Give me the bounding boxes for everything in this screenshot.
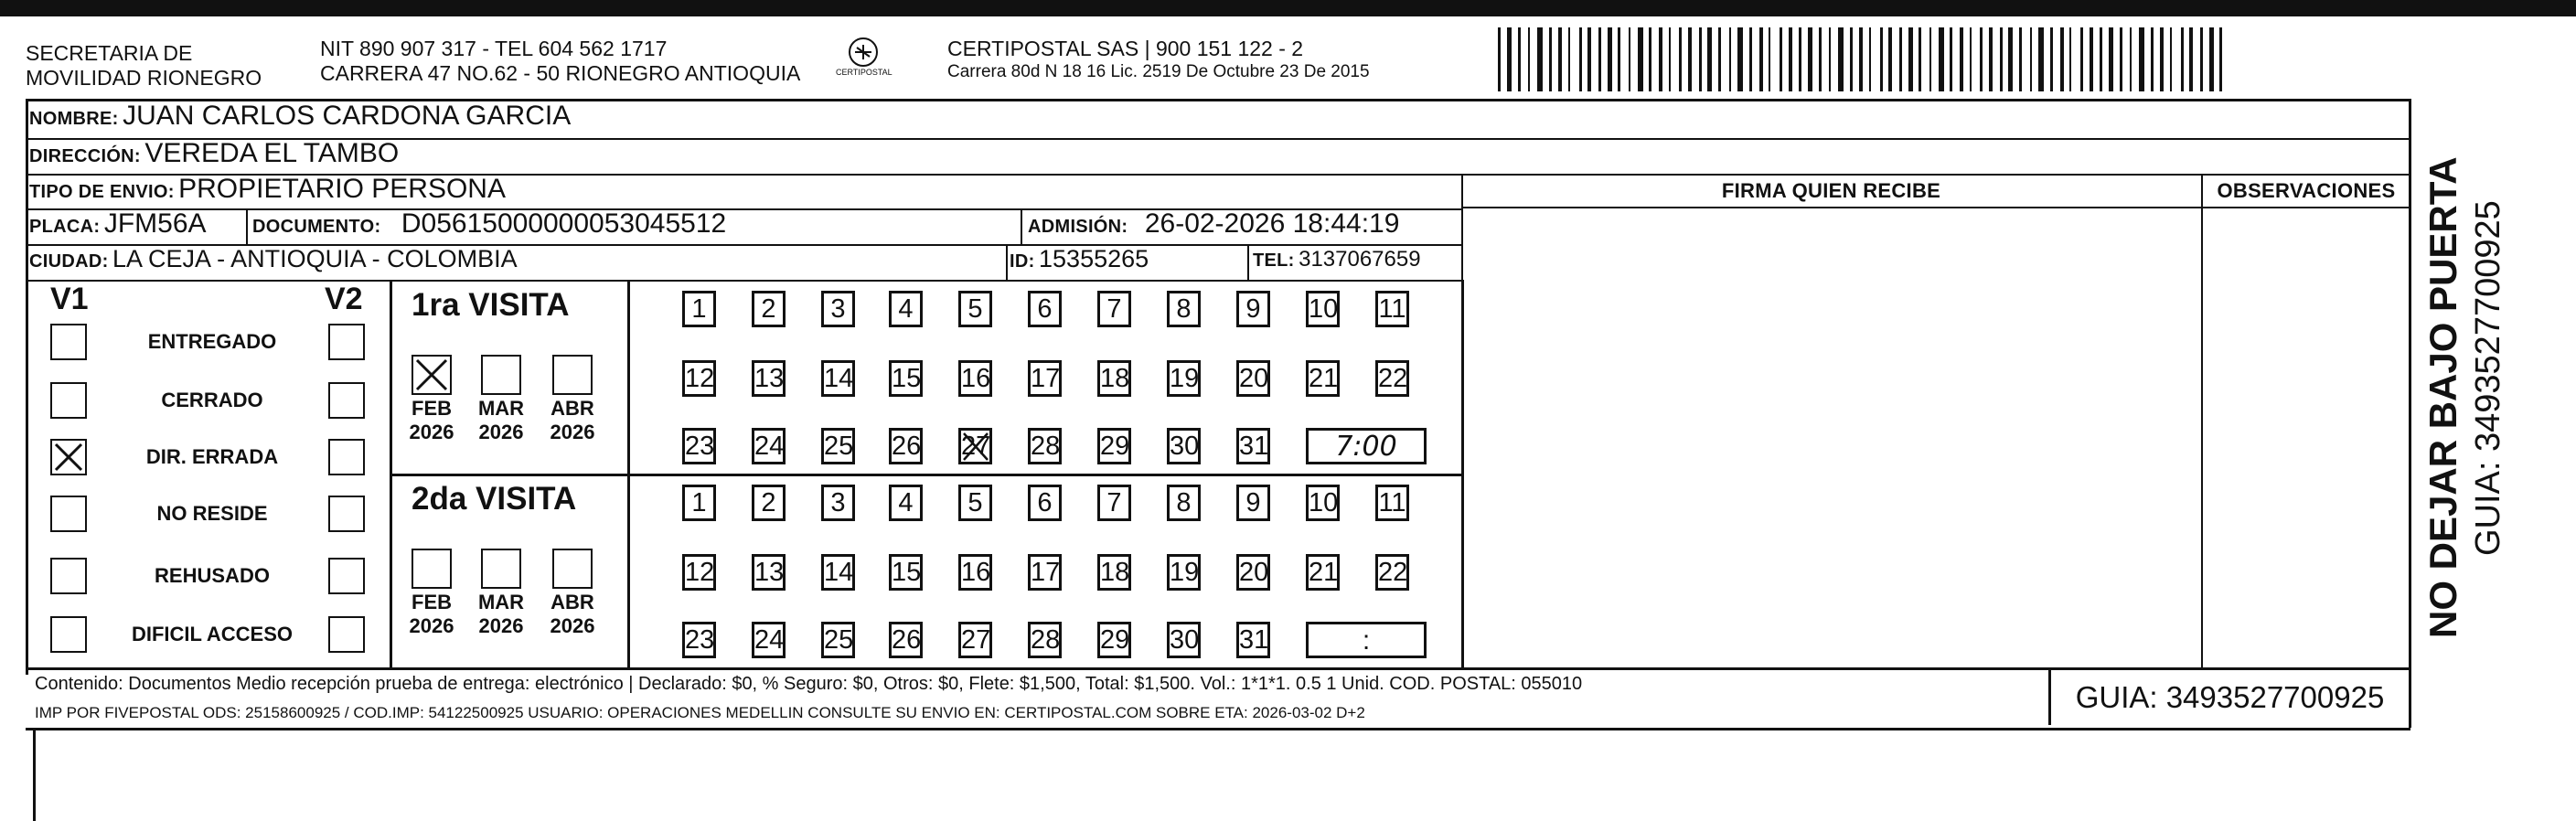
frame-right	[2409, 99, 2411, 728]
v1-checkbox[interactable]	[50, 616, 87, 653]
firma-header: FIRMA QUIEN RECIBE	[1721, 179, 1941, 202]
ciudad-field	[29, 245, 518, 273]
time-box[interactable]: :	[1306, 622, 1427, 658]
v2-label: V2	[325, 282, 363, 316]
v1-checkbox[interactable]	[50, 439, 87, 475]
tipo-envio-label: TIPO DE ENVIO:	[29, 182, 175, 202]
documento-value: D05615000000053045512	[401, 208, 727, 239]
month-checkbox[interactable]	[412, 355, 452, 395]
day-box[interactable]: 6	[1028, 485, 1062, 521]
day-box[interactable]: 16	[958, 360, 992, 397]
nombre-field	[29, 101, 571, 132]
month-checkbox[interactable]	[552, 355, 593, 395]
day-box[interactable]: 27	[958, 622, 992, 658]
direccion-label: DIRECCIÓN:	[29, 146, 141, 166]
day-box[interactable]: 24	[752, 622, 786, 658]
day-box[interactable]: 7	[1097, 291, 1131, 327]
year-label: 2026	[550, 614, 595, 637]
day-box[interactable]: 21	[1306, 360, 1340, 397]
day-box[interactable]: 23	[682, 428, 716, 464]
v2-checkbox[interactable]	[328, 558, 365, 594]
day-box[interactable]: 22	[1375, 554, 1409, 591]
day-box[interactable]: 1	[682, 291, 716, 327]
day-box[interactable]: 18	[1097, 554, 1131, 591]
admision-field	[1028, 208, 1399, 240]
day-box[interactable]: 21	[1306, 554, 1340, 591]
tel-value: 3137067659	[1299, 247, 1421, 272]
day-box[interactable]: 14	[821, 554, 855, 591]
day-box[interactable]: 10	[1306, 291, 1340, 327]
day-box[interactable]: 9	[1236, 485, 1270, 521]
v1-label: V1	[50, 282, 89, 316]
id-label: ID:	[1010, 251, 1035, 272]
visit-months-divider	[627, 280, 630, 667]
day-box[interactable]: 29	[1097, 428, 1131, 464]
day-box[interactable]: 22	[1375, 360, 1409, 397]
company-info	[947, 37, 1370, 83]
logo-text: CERTIPOSTAL	[836, 68, 893, 77]
month-label: FEB	[412, 591, 452, 613]
visit-divider	[390, 474, 1463, 476]
tel-divider	[1247, 244, 1249, 280]
day-box[interactable]: 14	[821, 360, 855, 397]
month-label: FEB	[412, 397, 452, 420]
day-box[interactable]: 26	[889, 622, 923, 658]
placa-field	[29, 208, 207, 240]
status-label: CERRADO	[161, 389, 263, 411]
contenido-line: Contenido: Documentos Medio recepción prueba de entrega: electrónico | Declarado: $0, % Seguro: $0, Otros: $0, Flete: $1,500, Total: $1,500. Vol.: 1*1*1. 0.5 1 Unid. COD. POSTAL: 055010	[35, 674, 1583, 694]
documento-label: DOCUMENTO:	[252, 217, 381, 237]
v2-checkbox[interactable]	[328, 324, 365, 360]
day-box[interactable]: 20	[1236, 360, 1270, 397]
day-box[interactable]: 12	[682, 554, 716, 591]
visit1-title: 1ra VISITA	[412, 287, 570, 323]
day-box[interactable]: 2	[752, 485, 786, 521]
day-box[interactable]: 17	[1028, 360, 1062, 397]
day-box[interactable]: 8	[1167, 291, 1201, 327]
day-box[interactable]: 5	[958, 291, 992, 327]
barcode	[1498, 27, 2229, 91]
ciudad-value: LA CEJA - ANTIOQUIA - COLOMBIA	[112, 245, 518, 272]
direccion-value: VEREDA EL TAMBO	[144, 138, 400, 168]
day-box[interactable]: 28	[1028, 428, 1062, 464]
month-checkbox[interactable]	[412, 549, 452, 589]
day-box[interactable]: 28	[1028, 622, 1062, 658]
nombre-label: NOMBRE:	[29, 109, 119, 129]
license-line: Carrera 80d N 18 16 Lic. 2519 De Octubre 23 De 2015	[947, 62, 1370, 81]
year-label: 2026	[478, 421, 524, 443]
bottom-left-line	[33, 728, 36, 821]
day-box[interactable]: 5	[958, 485, 992, 521]
day-box[interactable]: 30	[1167, 622, 1201, 658]
sig-header-line	[1461, 207, 2410, 208]
day-box[interactable]: 29	[1097, 622, 1131, 658]
day-box[interactable]: 26	[889, 428, 923, 464]
admision-divider	[1021, 208, 1022, 244]
month-checkbox[interactable]	[481, 549, 521, 589]
v2-checkbox[interactable]	[328, 616, 365, 653]
day-box[interactable]: 10	[1306, 485, 1340, 521]
v2-checkbox[interactable]	[328, 382, 365, 419]
month-checkbox[interactable]	[481, 355, 521, 395]
day-box[interactable]: 12	[682, 360, 716, 397]
tipo-envio-field	[29, 174, 506, 205]
day-box[interactable]: 19	[1167, 360, 1201, 397]
side-guia-text: GUIA: 3493527700925	[2469, 200, 2507, 556]
row-line-5	[26, 280, 1461, 282]
visit2-title: 2da VISITA	[412, 481, 577, 517]
day-box[interactable]: 2	[752, 291, 786, 327]
day-box-crossed[interactable]: 27	[958, 428, 992, 464]
year-label: 2026	[478, 614, 524, 637]
tel-label: TEL:	[1253, 251, 1295, 271]
documento-field	[252, 208, 726, 240]
tipo-envio-value: PROPIETARIO PERSONA	[178, 174, 506, 204]
imp-line: IMP POR FIVEPOSTAL ODS: 25158600925 / COD.IMP: 54122500925 USUARIO: OPERACIONES MEDELLIN CONSULTE SU ENVIO EN: CERTIPOSTAL.COM SOBRE ETA: 2026-03-02 D+2	[35, 704, 1365, 721]
ciudad-label: CIUDAD:	[29, 251, 109, 272]
org-name	[26, 41, 262, 91]
month-label: MAR	[477, 397, 525, 420]
month-checkbox[interactable]	[552, 549, 593, 589]
day-box[interactable]: 31	[1236, 622, 1270, 658]
day-box[interactable]: 3	[821, 291, 855, 327]
status-label: NO RESIDE	[156, 502, 268, 525]
status-label: DIFICIL ACCESO	[131, 623, 293, 645]
status-label: REHUSADO	[155, 564, 270, 587]
day-box[interactable]: 15	[889, 554, 923, 591]
status-label: DIR. ERRADA	[145, 445, 279, 468]
day-box[interactable]: 20	[1236, 554, 1270, 591]
day-box[interactable]: 3	[821, 485, 855, 521]
nombre-value: JUAN CARLOS CARDONA GARCIA	[123, 101, 572, 131]
org-line-1: SECRETARIA DE	[26, 41, 193, 65]
day-box[interactable]: 13	[752, 360, 786, 397]
day-box[interactable]: 25	[821, 428, 855, 464]
id-value: 15355265	[1039, 245, 1149, 272]
admision-label: ADMISIÓN:	[1028, 217, 1128, 237]
address-line: CARRERA 47 NO.62 - 50 RIONEGRO ANTIOQUIA	[320, 61, 801, 85]
frame-left	[26, 99, 28, 675]
year-label: 2026	[409, 614, 454, 637]
day-box[interactable]: 16	[958, 554, 992, 591]
status-label: ENTREGADO	[147, 330, 277, 353]
day-box[interactable]: 4	[889, 291, 923, 327]
placa-divider	[246, 208, 248, 244]
month-label: ABR	[550, 397, 594, 420]
company-line: CERTIPOSTAL SAS | 900 151 122 - 2	[947, 37, 1304, 60]
day-box[interactable]: 25	[821, 622, 855, 658]
v1-checkbox[interactable]	[50, 324, 87, 360]
direccion-field	[29, 138, 399, 169]
day-box[interactable]: 17	[1028, 554, 1062, 591]
day-box[interactable]: 24	[752, 428, 786, 464]
v2-checkbox[interactable]	[328, 496, 365, 532]
year-label: 2026	[550, 421, 595, 443]
v1-checkbox[interactable]	[50, 558, 87, 594]
org-line-2: MOVILIDAD RIONEGRO	[26, 66, 262, 90]
footer-bottom-line	[26, 728, 2410, 730]
v2-checkbox[interactable]	[328, 439, 365, 475]
top-black-band	[0, 0, 2576, 16]
day-box[interactable]: 15	[889, 360, 923, 397]
day-box[interactable]: 19	[1167, 554, 1201, 591]
v1-checkbox[interactable]	[50, 382, 87, 419]
day-box[interactable]: 9	[1236, 291, 1270, 327]
placa-value: JFM56A	[103, 208, 207, 239]
month-label: ABR	[550, 591, 594, 613]
admision-value: 26-02-2026 18:44:19	[1144, 208, 1400, 239]
nit-line: NIT 890 907 317 - TEL 604 562 1717	[320, 37, 668, 60]
v1-checkbox[interactable]	[50, 496, 87, 532]
day-box[interactable]: 6	[1028, 291, 1062, 327]
tel-field	[1253, 247, 1421, 272]
org-contact	[320, 37, 800, 86]
day-box[interactable]: 11	[1375, 291, 1409, 327]
obs-col-left	[2201, 174, 2203, 667]
year-label: 2026	[409, 421, 454, 443]
no-dejar-text: NO DEJAR BAJO PUERTA	[2421, 156, 2464, 638]
id-field	[1010, 245, 1149, 273]
observaciones-header: OBSERVACIONES	[2217, 179, 2396, 202]
day-box[interactable]: 30	[1167, 428, 1201, 464]
day-box[interactable]: 31	[1236, 428, 1270, 464]
id-divider	[1006, 244, 1008, 280]
observations-area[interactable]	[2204, 210, 2409, 666]
placa-label: PLACA:	[29, 217, 101, 237]
day-box[interactable]: 1	[682, 485, 716, 521]
day-box[interactable]: 11	[1375, 485, 1409, 521]
day-box[interactable]: 13	[752, 554, 786, 591]
day-box[interactable]: 7	[1097, 485, 1131, 521]
day-box[interactable]: 4	[889, 485, 923, 521]
certipostal-logo	[836, 37, 891, 82]
time-box[interactable]: 7:00	[1306, 428, 1427, 464]
day-box[interactable]: 18	[1097, 360, 1131, 397]
month-label: MAR	[477, 591, 525, 613]
day-box[interactable]: 8	[1167, 485, 1201, 521]
signature-area[interactable]	[1464, 210, 2200, 666]
guia-box: GUIA: 3493527700925	[2048, 670, 2409, 725]
day-box[interactable]: 23	[682, 622, 716, 658]
